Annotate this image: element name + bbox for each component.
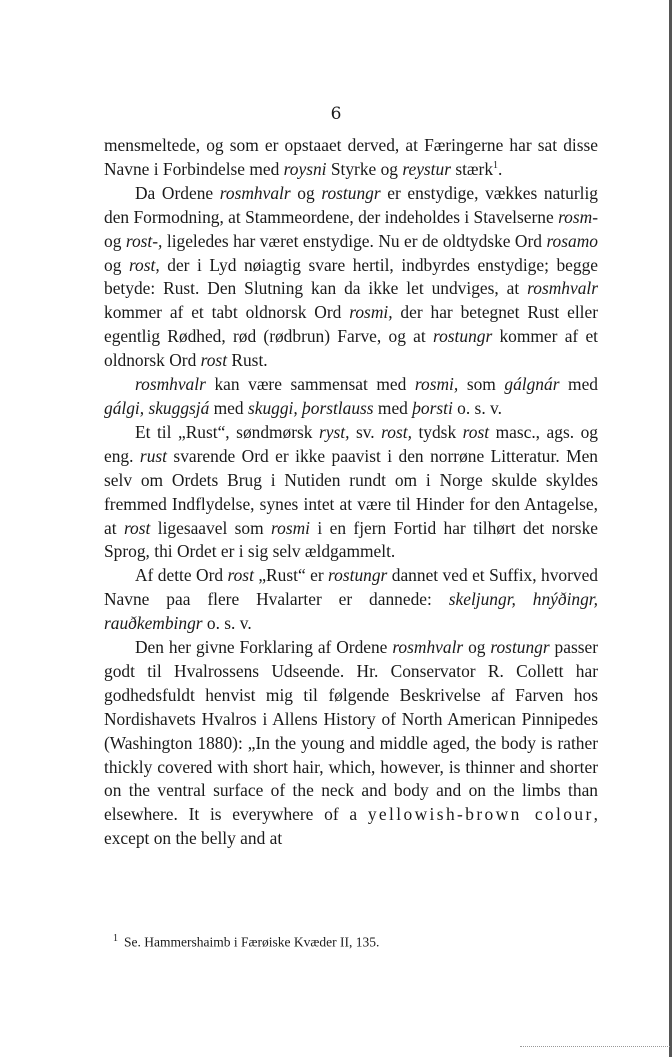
paragraph xyxy=(104,421,598,564)
text-run: dannet ved et Suffix, hvorved Navne paa flere Hvalarter er dannede: xyxy=(104,565,598,610)
text-run: med xyxy=(209,397,248,418)
text-run: . xyxy=(498,158,503,179)
text-run: stærk xyxy=(450,158,494,179)
text-run: med xyxy=(559,374,598,395)
italic-term: rost xyxy=(123,517,151,538)
text-run: Et til „Rust“, søndmørsk xyxy=(135,421,320,442)
text-run: ligeledes har været enstydige. Nu er de oldtydske Ord xyxy=(162,230,547,251)
text-run: kommer af et tabt oldnorsk Ord xyxy=(104,302,350,323)
paragraph xyxy=(104,182,598,373)
text-run: der i Lyd nøiagtig svare hertil, indbyrdes enstydige; begge betyde: Rust. Den Slutning kan da ikke let undviges, at xyxy=(104,254,598,299)
text-run: o. s. v. xyxy=(452,397,502,418)
footnote-text: Se. Hammershaimb i Færøiske Kvæder II, 135. xyxy=(124,934,380,950)
italic-term: rosamo xyxy=(546,230,598,251)
footnote-marker: 1 xyxy=(113,933,118,944)
italic-term: rosm- xyxy=(558,206,598,227)
paragraph xyxy=(104,564,598,636)
text-run: ligesaavel som xyxy=(150,517,272,538)
text-run: passer godt til Hvalrossens Udseende. Hr. Conservator R. Collett har godhedsfuldt henvist mig til følgende Beskrivelse af Farven hos Nordishavets Hvalros i Allens History of North American Pinnipedes (Washington 1880): „In the young and middle aged, the body is rather thickly covered with short hair, which, however, is thinner and shorter on the ventral surface of the neck and body and on the limbs than elsewhere. It is everywhere of a xyxy=(104,637,598,825)
text-run: Af dette Ord xyxy=(135,565,228,586)
paragraph xyxy=(104,373,598,421)
paragraph xyxy=(104,636,598,851)
italic-term: rostungr xyxy=(321,182,381,203)
italic-term: þorsti xyxy=(412,397,453,418)
footnote xyxy=(113,933,593,951)
text-run: kommer af et oldnorsk Ord xyxy=(104,326,599,371)
body-text xyxy=(104,134,598,851)
text-run: Da Ordene xyxy=(135,182,220,203)
italic-term: roysni xyxy=(283,158,327,179)
text-run: mensmeltede, og som er opstaaet derved, at Færingerne har sat disse Navne i Forbindelse med xyxy=(104,135,598,179)
italic-term: rost, xyxy=(381,421,412,442)
text-run: som xyxy=(458,374,505,395)
text-run: og xyxy=(463,637,491,658)
text-run: med xyxy=(373,397,413,418)
text-run: Rust. xyxy=(227,350,268,371)
italic-term: rostungr xyxy=(328,565,388,586)
italic-term: rostungr xyxy=(490,637,550,658)
italic-term: reystur xyxy=(402,158,451,179)
italic-term: rosmhvalr xyxy=(135,374,206,395)
italic-term: rosmi, xyxy=(349,302,393,323)
paragraph xyxy=(104,134,598,182)
italic-term: rosmi xyxy=(271,517,311,538)
text-run: sv. xyxy=(349,421,382,442)
italic-term: rust xyxy=(139,445,167,466)
footnote-reference: 1 xyxy=(493,160,499,172)
text-run: der har betegnet Rust eller egentlig Rødhed, rød (rødbrun) Farve, og at xyxy=(104,302,599,347)
text-run: i en fjern Fortid har tilhørt det norske Sprog, thi Ordet er i sig selv ældgammelt. xyxy=(104,517,598,562)
italic-term: rost xyxy=(227,565,254,586)
text-run: og xyxy=(290,182,322,203)
italic-term: rosmhvalr xyxy=(527,278,598,299)
page-number: 6 xyxy=(330,104,342,124)
text-run: masc., ags. og eng. xyxy=(104,421,598,466)
text-run: tydsk xyxy=(411,421,463,442)
text-run: er enstydige, vækkes naturlig den Formodning, at Stammeordene, der indeholdes i Stavelserne xyxy=(104,182,598,227)
text-run: og xyxy=(104,254,129,275)
italic-term: rost xyxy=(462,421,490,442)
italic-term: skuggi, þorstlauss xyxy=(247,397,374,418)
italic-term: rost, xyxy=(128,254,160,275)
text-run: svarende Ord er ikke paavist i den norrøne Litteratur. Men selv om Ordets Brug i Nutiden rundt om i Norge skulde skyldes fremmed Indflydelse, synes intet at være til Hinder for den Antagelse, at xyxy=(104,445,598,538)
italic-term: rostungr xyxy=(432,326,493,347)
text-run: Styrke og xyxy=(326,158,403,179)
italic-term: rost xyxy=(200,350,228,371)
italic-term: rosmhvalr xyxy=(219,182,291,203)
text-run: „Rust“ er xyxy=(253,565,329,586)
text-run: , except on the belly and at xyxy=(104,804,599,849)
italic-term: ryst, xyxy=(319,421,350,442)
text-run: Den her givne Forklaring af Ordene xyxy=(135,637,393,658)
text-run: og xyxy=(104,230,126,251)
text-run: kan være sammensat med xyxy=(205,374,415,395)
page-bottom-edge xyxy=(520,1042,670,1047)
italic-term: rosmhvalr xyxy=(392,637,464,658)
text-run: o. s. v. xyxy=(202,613,252,634)
italic-term: rost-, xyxy=(125,230,163,251)
italic-term: rosmi, xyxy=(414,374,459,395)
italic-term: gálgi, skuggsjá xyxy=(104,397,210,418)
italic-term: gálgnár xyxy=(504,374,560,395)
italic-term: skeljungr, hnýðingr, rauðkembingr xyxy=(104,589,598,634)
text-run: yellowish-brown colour xyxy=(367,804,594,825)
